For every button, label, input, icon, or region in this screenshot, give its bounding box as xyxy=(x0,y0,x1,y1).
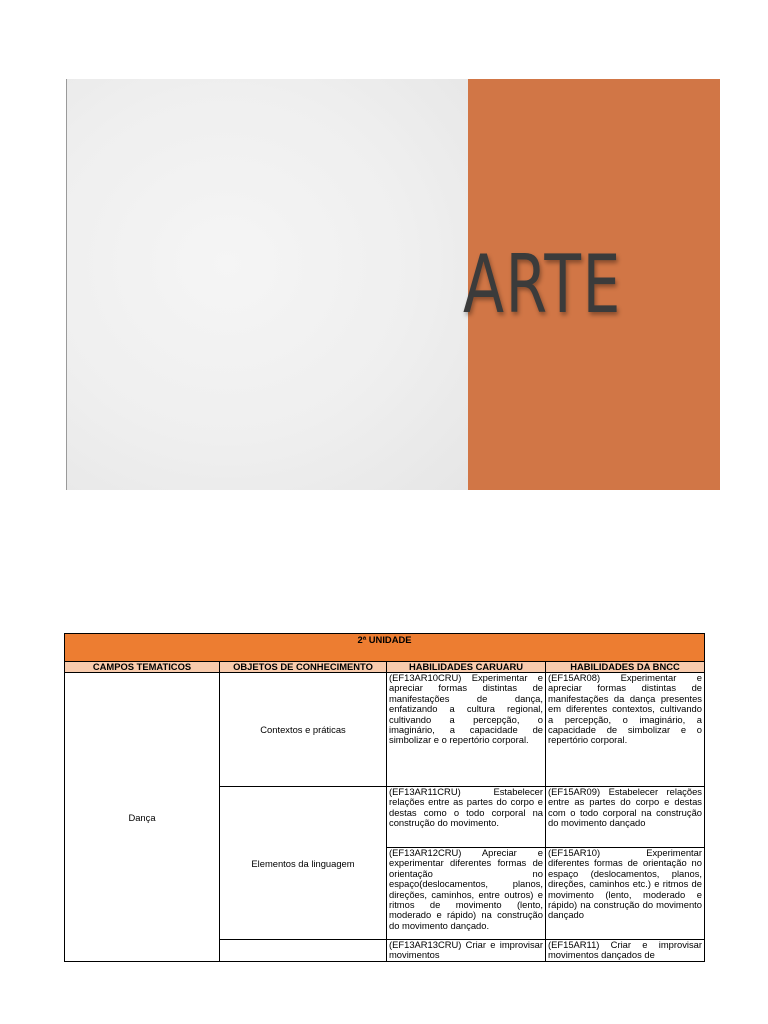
caruaru-cell: (EF13AR12CRU) Apreciar e experimentar diferentes formas de orientação no espaço(deslocamentos, planos, direções, caminhos, entre outros) e ritmos de movimento (lento, moderado e rápido) na construção do movimento dançado. xyxy=(387,848,546,940)
objeto-cell: Contextos e práticas xyxy=(220,673,387,787)
curriculum-table xyxy=(64,633,705,962)
header-campos: CAMPOS TEMATICOS xyxy=(65,662,220,673)
header-objetos: OBJETOS DE CONHECIMENTO xyxy=(220,662,387,673)
header-caruaru: HABILIDADES CARUARU xyxy=(387,662,546,673)
bncc-cell: (EF15AR08) Experimentar e apreciar formas distintas de manifestações da dança presentes em diferentes contextos, cultivando a percepção, o imaginário, a capacidade de simbolizar e o repertório corporal. xyxy=(546,673,705,787)
unit-title: 2ª UNIDADE xyxy=(65,634,705,662)
bncc-cell: (EF15AR09) Estabelecer relações entre as partes do corpo e destas com o todo corporal na construção do movimento dançado xyxy=(546,787,705,848)
caruaru-cell: (EF13AR13CRU) Criar e improvisar movimentos xyxy=(387,940,546,962)
header-bncc: HABILIDADES DA BNCC xyxy=(546,662,705,673)
bncc-cell: (EF15AR11) Criar e improvisar movimentos dançados de xyxy=(546,940,705,962)
objeto-cell xyxy=(220,940,387,962)
table-row xyxy=(65,673,705,787)
cover-image xyxy=(66,79,719,490)
unit-header-row xyxy=(65,634,705,662)
caruaru-cell: (EF13AR10CRU) Experimentar e apreciar formas distintas de manifestações de dança, enfatizando a cultura regional, cultivando a percepção, o imaginário, a capacidade de simbolizar e o repertório corporal. xyxy=(387,673,546,787)
cover-texture-panel xyxy=(67,79,468,490)
bncc-cell: (EF15AR10) Experimentar diferentes formas de orientação no espaço (deslocamentos, planos, direções, caminhos etc.) e ritmos de movimento (lento, moderado e rápido) na construção do movimento dançado xyxy=(546,848,705,940)
caruaru-cell: (EF13AR11CRU) Estabelecer relações entre as partes do corpo e destas como o todo corporal na construção do movimento. xyxy=(387,787,546,848)
objeto-cell: Elementos da linguagem xyxy=(220,787,387,940)
campo-cell: Dança xyxy=(65,673,220,962)
cover-title: ARTE xyxy=(463,238,622,331)
column-header-row xyxy=(65,662,705,673)
